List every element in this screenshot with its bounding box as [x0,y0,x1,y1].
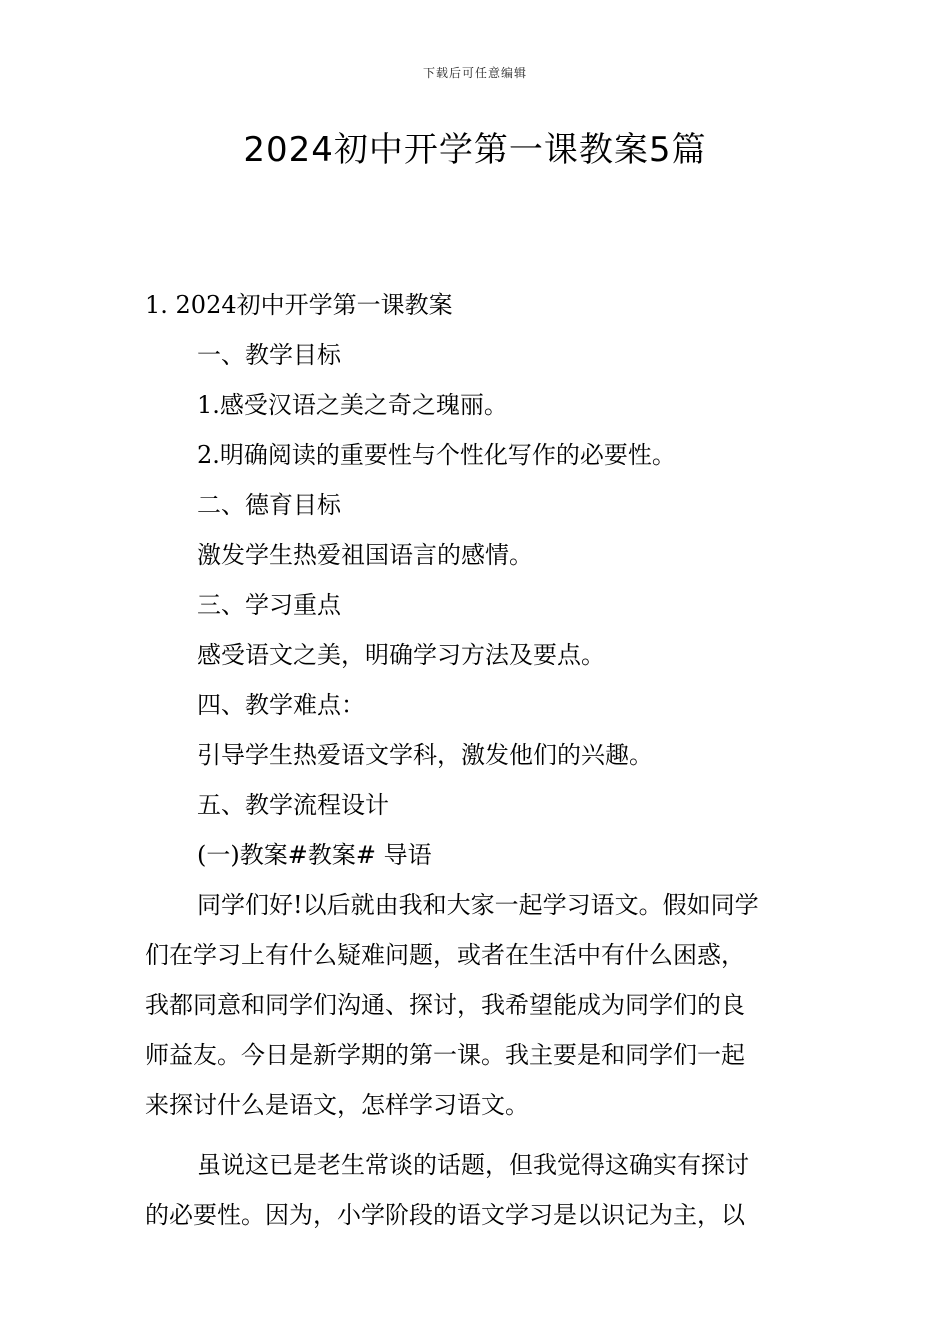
paragraph-line: 师益友。今日是新学期的第一课。我主要是和同学们一起 [145,1041,745,1069]
heading-key-points: 三、学习重点 [197,591,341,619]
heading-moral-goals: 二、德育目标 [197,491,341,519]
document-title: 2024初中开学第一课教案5篇 [243,130,707,170]
section-heading: 1. 2024初中开学第一课教案 [145,291,453,319]
goal-item-1: 1.感受汉语之美之奇之瑰丽。 [197,391,508,419]
paragraph-line: 虽说这已是老生常谈的话题，但我觉得这确实有探讨 [197,1151,749,1179]
heading-process-design: 五、教学流程设计 [197,791,389,819]
intro-paragraph [145,880,807,1130]
paragraph-line: 来探讨什么是语文，怎样学习语文。 [145,1091,529,1119]
document-body [145,280,807,1240]
key-points-text: 感受语文之美，明确学习方法及要点。 [197,641,605,669]
heading-difficulties: 四、教学难点： [197,691,365,719]
heading-teaching-goals: 一、教学目标 [197,341,341,369]
goal-item-2: 2.明确阅读的重要性与个性化写作的必要性。 [197,441,676,469]
subheading-intro: (一)教案#教案# 导语 [197,841,432,869]
discussion-paragraph [145,1140,807,1240]
difficulties-text: 引导学生热爱语文学科，激发他们的兴趣。 [197,741,653,769]
header-note: 下载后可任意编辑 [422,66,527,80]
paragraph-line: 同学们好!以后就由我和大家一起学习语文。假如同学 [197,891,759,919]
moral-goal-text: 激发学生热爱祖国语言的感情。 [197,541,533,569]
paragraph-line: 们在学习上有什么疑难问题，或者在生活中有什么困惑， [145,941,745,969]
paragraph-line: 的必要性。因为，小学阶段的语文学习是以识记为主，以 [145,1201,745,1229]
paragraph-line: 我都同意和同学们沟通、探讨，我希望能成为同学们的良 [145,991,745,1019]
